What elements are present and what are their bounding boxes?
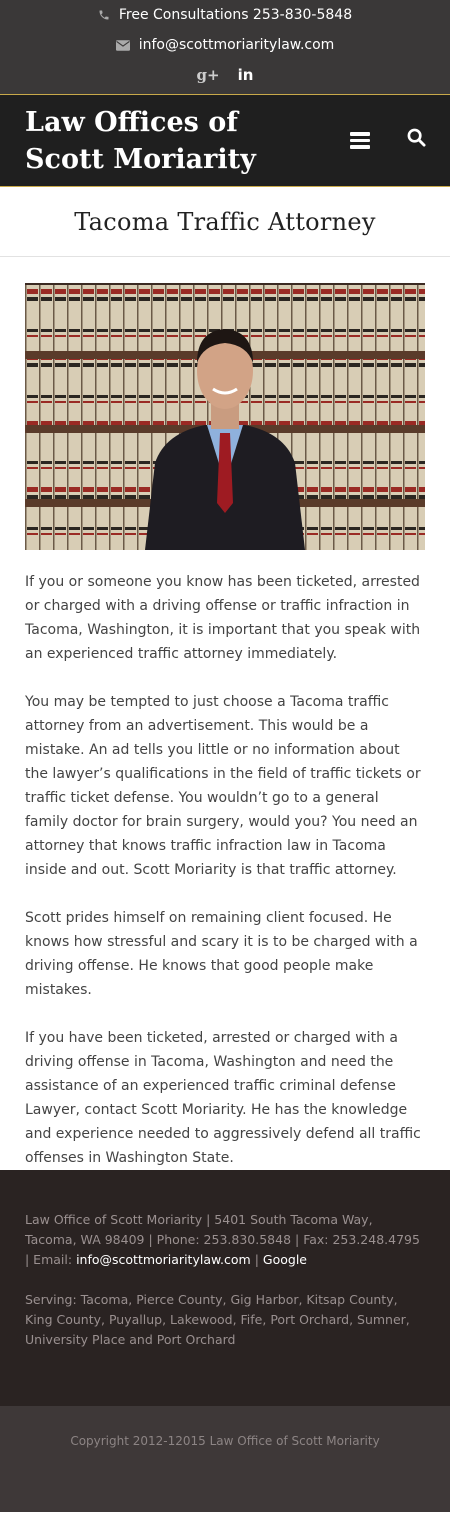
site-header — [0, 95, 450, 187]
page-title: Tacoma Traffic Attorney — [74, 207, 376, 236]
content-paragraph: You may be tempted to just choose a Tacoma traffic attorney from an advertisement. This would be a mistake. An ad tells you little or no information about the lawyer’s qualifications in the field of traffic tickets or traffic ticket defense. You wouldn’t go to a general family doctor for brain surgery, would you? You need an attorney that knows traffic infraction law in Tacoma inside and out. Scott Moriarity is that traffic attorney. — [25, 694, 421, 878]
top-contact-bar — [0, 0, 450, 95]
content-paragraph: If you have been ticketed, arrested or charged with a driving offense in Tacoma, Washington and need the assistance of an experienced traffic criminal defense Lawyer, contact Scott Moriarity. He has the knowledge and experience needed to aggressively defend all traffic offenses in Washington State. — [25, 1030, 421, 1166]
copyright-text: Copyright 2012-12015 Law Office of Scott Moriarity — [70, 1434, 380, 1448]
footer-google-link[interactable]: Google — [262, 1252, 308, 1267]
social-links — [0, 60, 450, 90]
page-title-bar — [0, 187, 450, 257]
search-icon[interactable] — [407, 128, 427, 148]
footer-separator: | — [254, 1252, 259, 1267]
email-text[interactable]: info@scottmoriaritylaw.com — [138, 37, 335, 53]
footer-contact — [25, 1210, 425, 1270]
linkedin-icon[interactable]: in — [237, 66, 254, 84]
content-paragraph: If you or someone you know has been ticketed, arrested or charged with a driving offense or traffic infraction in Tacoma, Washington, it is important that you speak with an experienced traffic attorney immediately. — [25, 574, 421, 662]
email-row[interactable] — [0, 30, 450, 60]
footer-address: Law Office of Scott Moriarity | 5401 South Tacoma Way, Tacoma, WA 98409 | Phone: 253.830.5848 | Fax: 253.248.4795 | Email: — [25, 1212, 420, 1267]
google-plus-icon[interactable]: g+ — [196, 66, 220, 84]
content-paragraph: Scott prides himself on remaining client focused. He knows how stressful and scary it is to be charged with a driving offense. He knows that good people make mistakes. — [25, 910, 418, 998]
attorney-photo — [25, 283, 425, 550]
footer-email-link[interactable]: info@scottmoriaritylaw.com — [76, 1252, 251, 1267]
phone-row[interactable] — [0, 0, 450, 30]
phone-text[interactable]: Free Consultations 253-830-5848 — [118, 7, 353, 23]
phone-icon — [98, 9, 110, 21]
copyright-bar — [0, 1406, 450, 1512]
main-content — [0, 257, 450, 1170]
site-logo-text[interactable]: Law Offices of Scott Moriarity — [25, 106, 256, 175]
footer-serving-areas: Serving: Tacoma, Pierce County, Gig Harbor, Kitsap County, King County, Puyallup, Lakewood, Fife, Port Orchard, Sumner, University Place and Port Orchard — [25, 1292, 410, 1347]
envelope-icon — [116, 40, 130, 51]
hamburger-menu-icon[interactable] — [350, 132, 370, 148]
site-footer — [0, 1170, 450, 1406]
